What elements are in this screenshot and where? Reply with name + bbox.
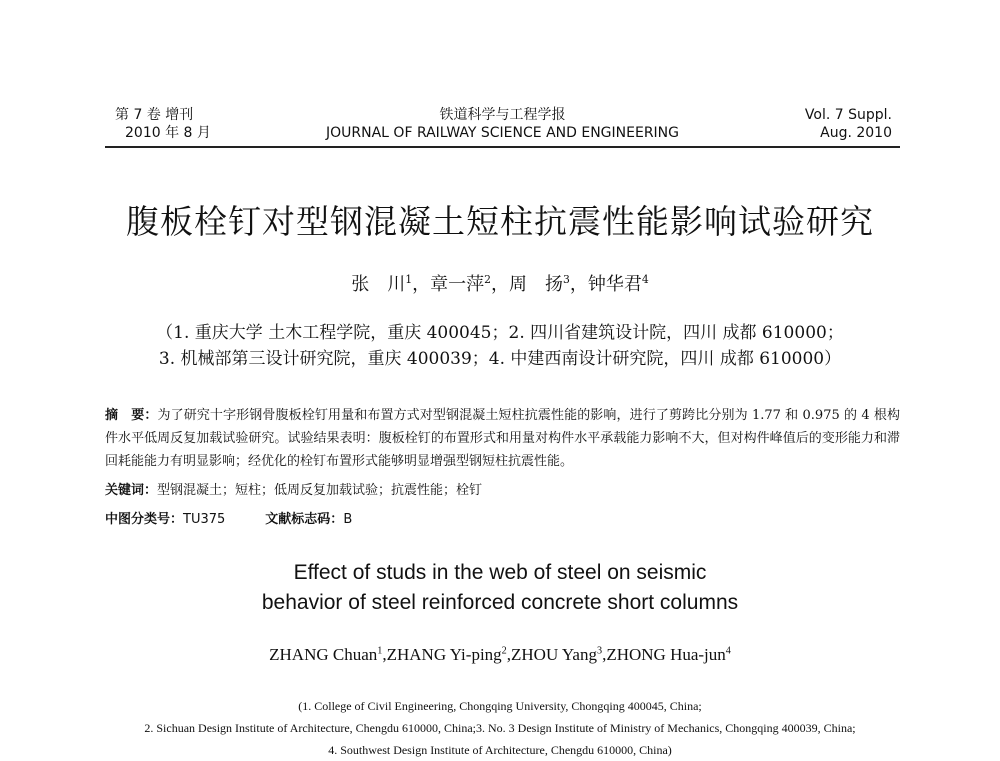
- affiliations-en: [0, 695, 1000, 761]
- journal-name-cn: 铁道科学与工程学报: [439, 107, 566, 123]
- clc-label: 中图分类号：: [105, 512, 184, 527]
- doc-code-label: 文献标志码：: [265, 512, 344, 527]
- author-list-en: ZHANG Chuan$^1$,ZHANG Yi-ping$^2$,ZHOU Yang$^3$,ZHONG Hua-jun$^4$: [269, 645, 731, 664]
- doc-code-value: B: [343, 512, 353, 527]
- abstract-cn: [105, 404, 900, 473]
- header-rule: [105, 146, 900, 148]
- author-name: 钟华君: [587, 274, 642, 295]
- keywords-text: 型钢混凝土；短柱；低周反复加载试验；抗震性能；栓钉: [157, 483, 483, 498]
- publication-date-en: Aug. 2010: [820, 125, 892, 141]
- author-name-en: ZHANG Chuan: [269, 645, 378, 664]
- author-affil-mark: 4: [641, 273, 649, 286]
- classification-line: [105, 508, 352, 527]
- author-name: 章一萍: [430, 274, 485, 295]
- author-name-en: ZHANG Yi-ping: [386, 645, 502, 664]
- keywords-cn: [105, 481, 900, 501]
- affiliation-line: 3. 机械部第三设计研究院，重庆 400039；4. 中建西南设计研究院，四川 成都 610000）: [158, 349, 842, 369]
- abstract-text: 为了研究十字形钢骨腹板栓钉用量和布置方式对型钢混凝土短柱抗震性能的影响，进行了剪跨比分别为 1.77 和 0.975 的 4 根构件水平低周反复加载试验研究。试验结果表明：腹板栓钉的布置形式和用量对构件水平承载能力影响不大，但对构件峰值后的变形能力和滞回耗能能力有明显影响；经优化的栓钉布置形式能够明显增强型钢短柱抗震性能。: [105, 408, 900, 469]
- author-affil-mark: 4: [725, 645, 731, 657]
- author-name-en: ZHONG Hua-jun: [606, 645, 726, 664]
- author-affil-mark: 2: [501, 645, 507, 657]
- paper-title-cn: 腹板栓钉对型钢混凝土短柱抗震性能影响试验研究: [126, 202, 874, 241]
- affiliation-en-line: (1. College of Civil Engineering, Chongqing University, Chongqing 400045, China;: [298, 699, 702, 713]
- journal-name: [105, 106, 900, 142]
- author-name: 张 川: [351, 274, 406, 295]
- volume-issue: 第 7 卷 增刊: [115, 107, 194, 123]
- clc-value: TU375: [183, 512, 226, 527]
- volume-suppl-en: Vol. 7 Suppl.: [804, 107, 892, 123]
- author-affil-mark: 1: [405, 273, 413, 286]
- volume-info-en: [805, 106, 892, 142]
- author-affil-mark: 3: [596, 645, 603, 657]
- journal-header: [105, 106, 900, 150]
- title-en-line: Effect of studs in the web of steel on seismic: [293, 561, 707, 584]
- affiliation-line: （1. 重庆大学 土木工程学院，重庆 400045；2. 四川省建筑设计院，四川 成都 610000；: [156, 323, 844, 343]
- author-affil-mark: 3: [563, 273, 570, 286]
- title-en-line: behavior of steel reinforced concrete short columns: [261, 591, 739, 614]
- author-list-cn: 张 川$^1$，章一萍$^2$，周 扬$^3$，钟华君$^4$: [351, 273, 649, 295]
- affiliation-en-line: 2. Sichuan Design Institute of Architecture, Chengdu 610000, China;3. No. 3 Design Institute of Ministry of Mechanics, Chongqing 400039, China;: [144, 721, 856, 735]
- affiliation-en-line: 4. Southwest Design Institute of Architecture, Chengdu 610000, China): [328, 743, 672, 757]
- author-affil-mark: 2: [484, 273, 491, 286]
- abstract-label: 摘 要：: [105, 408, 158, 423]
- author-affil-mark: 1: [377, 645, 383, 657]
- affiliations-cn: [0, 320, 1000, 372]
- keywords-label: 关键词：: [105, 483, 158, 498]
- author-name-en: ZHOU Yang: [511, 645, 597, 664]
- publication-date-cn: 2010 年 8 月: [125, 125, 211, 141]
- paper-title-en: [0, 558, 1000, 618]
- author-name: 周 扬: [509, 274, 563, 295]
- journal-name-en: JOURNAL OF RAILWAY SCIENCE AND ENGINEERING: [326, 125, 679, 141]
